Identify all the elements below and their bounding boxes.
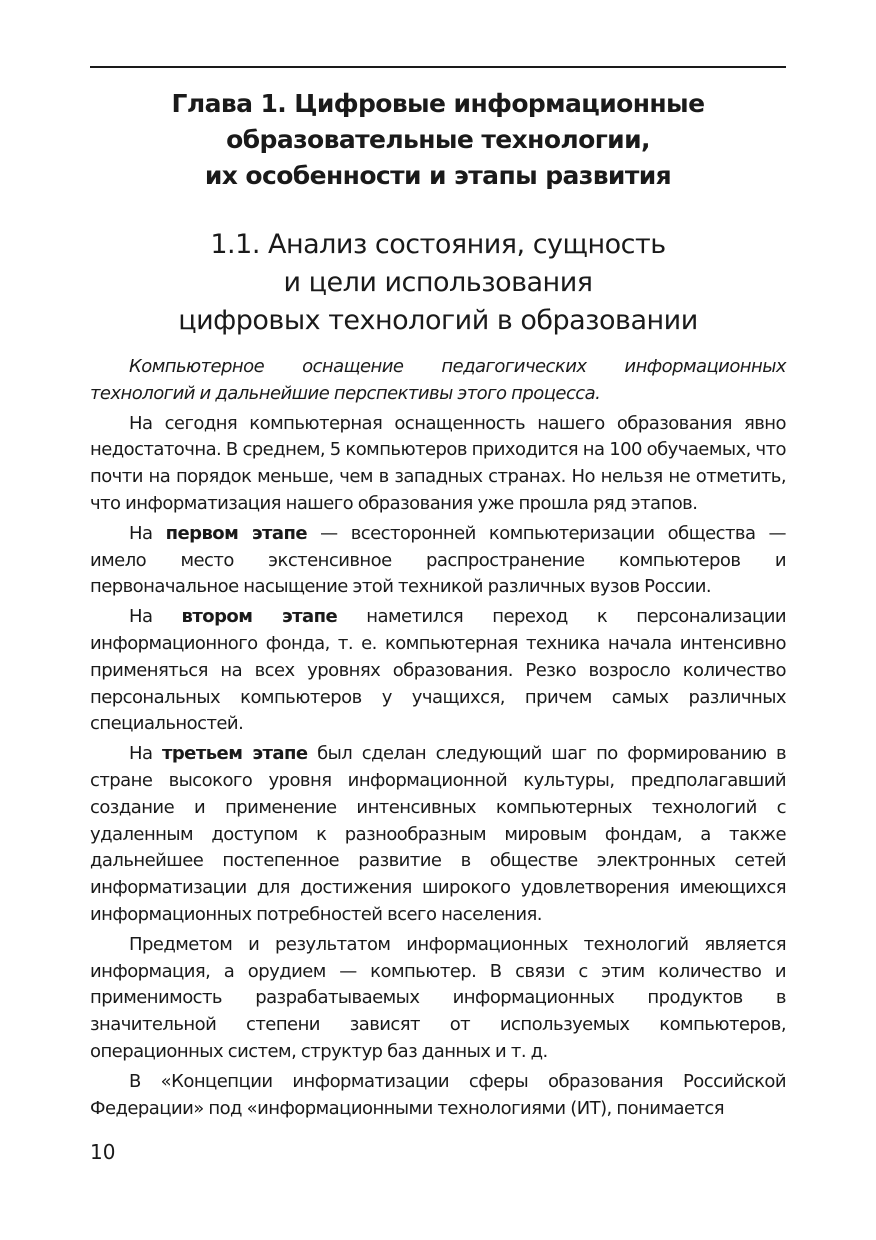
paragraph-text: — всесторонней компьютеризации общества — имело место экстенсивное распространение компьютеров и первоначальное насыщение этой техникой различных вузов России.	[90, 522, 786, 598]
paragraph-second-stage	[90, 604, 786, 738]
page-number: 10	[90, 1140, 116, 1164]
paragraph-text: На	[129, 606, 182, 628]
chapter-title-line: их особенности и этапы развития	[204, 161, 672, 190]
paragraph-text: На	[129, 743, 162, 765]
paragraph-subject-and-result: Предметом и результатом информационных технологий является информация, а орудием — компьютер. В связи с этим количество и применимость разрабатываемых информационных продуктов в значительной степени зависят от используемых компьютеров, операционных систем, структур баз данных и т. д.	[90, 933, 786, 1062]
stage-term-third: третьем этапе	[161, 743, 308, 765]
lead-paragraph: Компьютерное оснащение педагогических информационных технологий и дальнейшие перспективы этого процесса.	[90, 356, 786, 404]
section-title-line: и цели использования	[283, 267, 593, 298]
stage-term-first: первом этапе	[165, 522, 308, 544]
paragraph-first-stage	[90, 521, 786, 601]
paragraph-concept: В «Концепции информатизации сферы образования Российской Федерации» под «информационными технологиями (ИТ), понимается	[90, 1070, 786, 1119]
chapter-title-line: Глава 1. Цифровые информационные	[171, 89, 705, 118]
section-title	[90, 226, 786, 340]
section-title-line: цифровых технологий в образовании	[178, 305, 698, 336]
chapter-title	[90, 86, 786, 194]
chapter-title-line: образовательные технологии,	[226, 125, 650, 154]
body-text	[90, 354, 786, 1125]
top-rule	[90, 66, 786, 68]
section-title-line: 1.1. Анализ состояния, сущность	[210, 229, 666, 260]
paragraph-text: наметился переход к персонализации информационного фонда, т. е. компьютерная техника начала интенсивно применяться на всех уровнях образования. Резко возросло количество персональных компьютеров у учащихся, причем самых различных специальностей.	[90, 606, 787, 735]
paragraph-third-stage	[90, 741, 786, 929]
paragraph-text: На	[129, 522, 166, 544]
paragraph-text: был сделан следующий шаг по формированию в стране высокого уровня информационной культуры, предполагавший создание и применение интенсивных компьютерных технологий с удаленным доступом к разнообразным мировым фондам, а также дальнейшее постепенное развитие в обществе электронных сетей информатизации для достижения широкого удовлетворения имеющихся информационных потребностей всего населения.	[90, 743, 787, 925]
paragraph-computer-equipment: На сегодня компьютерная оснащенность нашего образования явно недостаточна. В среднем, 5 компьютеров приходится на 100 обучаемых, что почти на порядок меньше, чем в западных странах. Но нельзя не отметить, что информатизация нашего образования уже прошла ряд этапов.	[90, 412, 786, 514]
stage-term-second: втором этапе	[181, 606, 338, 628]
